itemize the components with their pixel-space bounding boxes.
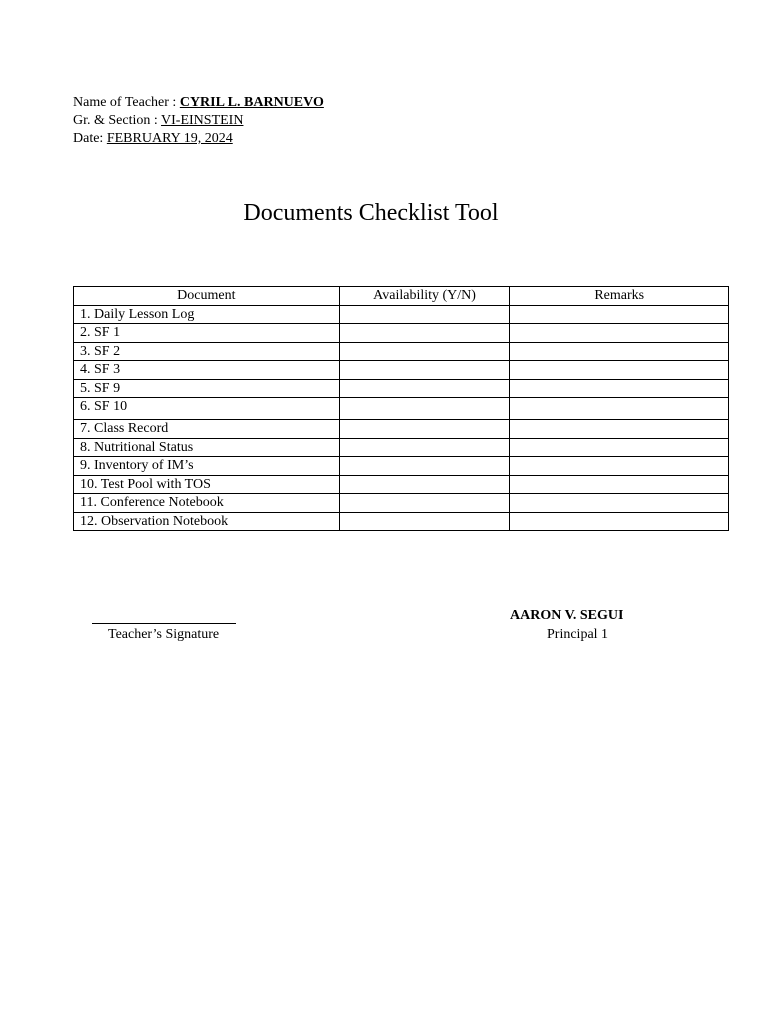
availability-cell[interactable]: [339, 379, 510, 398]
teacher-name-label: Name of Teacher :: [73, 95, 180, 110]
table-row: [74, 494, 729, 513]
grade-section-label: Gr. & Section :: [73, 113, 162, 128]
document-cell: 7. Class Record: [74, 420, 340, 439]
table-row: [74, 342, 729, 361]
document-cell: 10. Test Pool with TOS: [74, 475, 340, 494]
table-row: [74, 379, 729, 398]
remarks-cell[interactable]: [510, 420, 729, 439]
remarks-cell[interactable]: [510, 342, 729, 361]
remarks-cell[interactable]: [510, 438, 729, 457]
table-row: [74, 305, 729, 324]
availability-cell[interactable]: [339, 438, 510, 457]
table-row: [74, 475, 729, 494]
table-row: [74, 398, 729, 420]
date-value: FEBRUARY 19, 2024: [106, 131, 233, 146]
teacher-name-line: [73, 94, 324, 112]
document-cell: 5. SF 9: [74, 379, 340, 398]
date-label: Date:: [73, 131, 107, 146]
grade-section-value: VI-EINSTEIN: [161, 113, 244, 128]
remarks-cell[interactable]: [510, 475, 729, 494]
remarks-cell[interactable]: [510, 361, 729, 380]
remarks-cell[interactable]: [510, 324, 729, 343]
table-row: [74, 438, 729, 457]
document-cell: 11. Conference Notebook: [74, 494, 340, 513]
availability-cell[interactable]: [339, 342, 510, 361]
table-header-row: [74, 287, 729, 306]
table-row: [74, 512, 729, 531]
column-header-remarks: Remarks: [510, 287, 729, 306]
document-cell: 6. SF 10: [74, 398, 340, 420]
column-header-availability: Availability (Y/N): [339, 287, 510, 306]
document-cell: 3. SF 2: [74, 342, 340, 361]
remarks-cell[interactable]: [510, 457, 729, 476]
table-row: [74, 420, 729, 439]
availability-cell[interactable]: [339, 361, 510, 380]
document-cell: 12. Observation Notebook: [74, 512, 340, 531]
document-cell: 9. Inventory of IM’s: [74, 457, 340, 476]
remarks-cell[interactable]: [510, 512, 729, 531]
checklist-table: [73, 286, 729, 531]
document-cell: 4. SF 3: [74, 361, 340, 380]
teacher-name-value: CYRIL L. BARNUEVO: [179, 95, 324, 110]
availability-cell[interactable]: [339, 305, 510, 324]
teacher-signature-line: [92, 623, 236, 624]
document-cell: 2. SF 1: [74, 324, 340, 343]
availability-cell[interactable]: [339, 324, 510, 343]
remarks-cell[interactable]: [510, 379, 729, 398]
table-row: [74, 361, 729, 380]
date-line: [73, 130, 233, 148]
principal-name: AARON V. SEGUI: [510, 608, 624, 623]
availability-cell[interactable]: [339, 475, 510, 494]
teacher-signature-label: Teacher’s Signature: [108, 627, 220, 642]
document-cell: 8. Nutritional Status: [74, 438, 340, 457]
availability-cell[interactable]: [339, 420, 510, 439]
remarks-cell[interactable]: [510, 494, 729, 513]
column-header-document: Document: [74, 287, 340, 306]
remarks-cell[interactable]: [510, 305, 729, 324]
table-row: [74, 457, 729, 476]
availability-cell[interactable]: [339, 457, 510, 476]
document-cell: 1. Daily Lesson Log: [74, 305, 340, 324]
principal-title: Principal 1: [547, 627, 609, 642]
document-title: Documents Checklist Tool: [243, 200, 499, 226]
grade-section-line: [73, 112, 243, 130]
availability-cell[interactable]: [339, 494, 510, 513]
table-row: [74, 324, 729, 343]
availability-cell[interactable]: [339, 398, 510, 420]
remarks-cell[interactable]: [510, 398, 729, 420]
availability-cell[interactable]: [339, 512, 510, 531]
